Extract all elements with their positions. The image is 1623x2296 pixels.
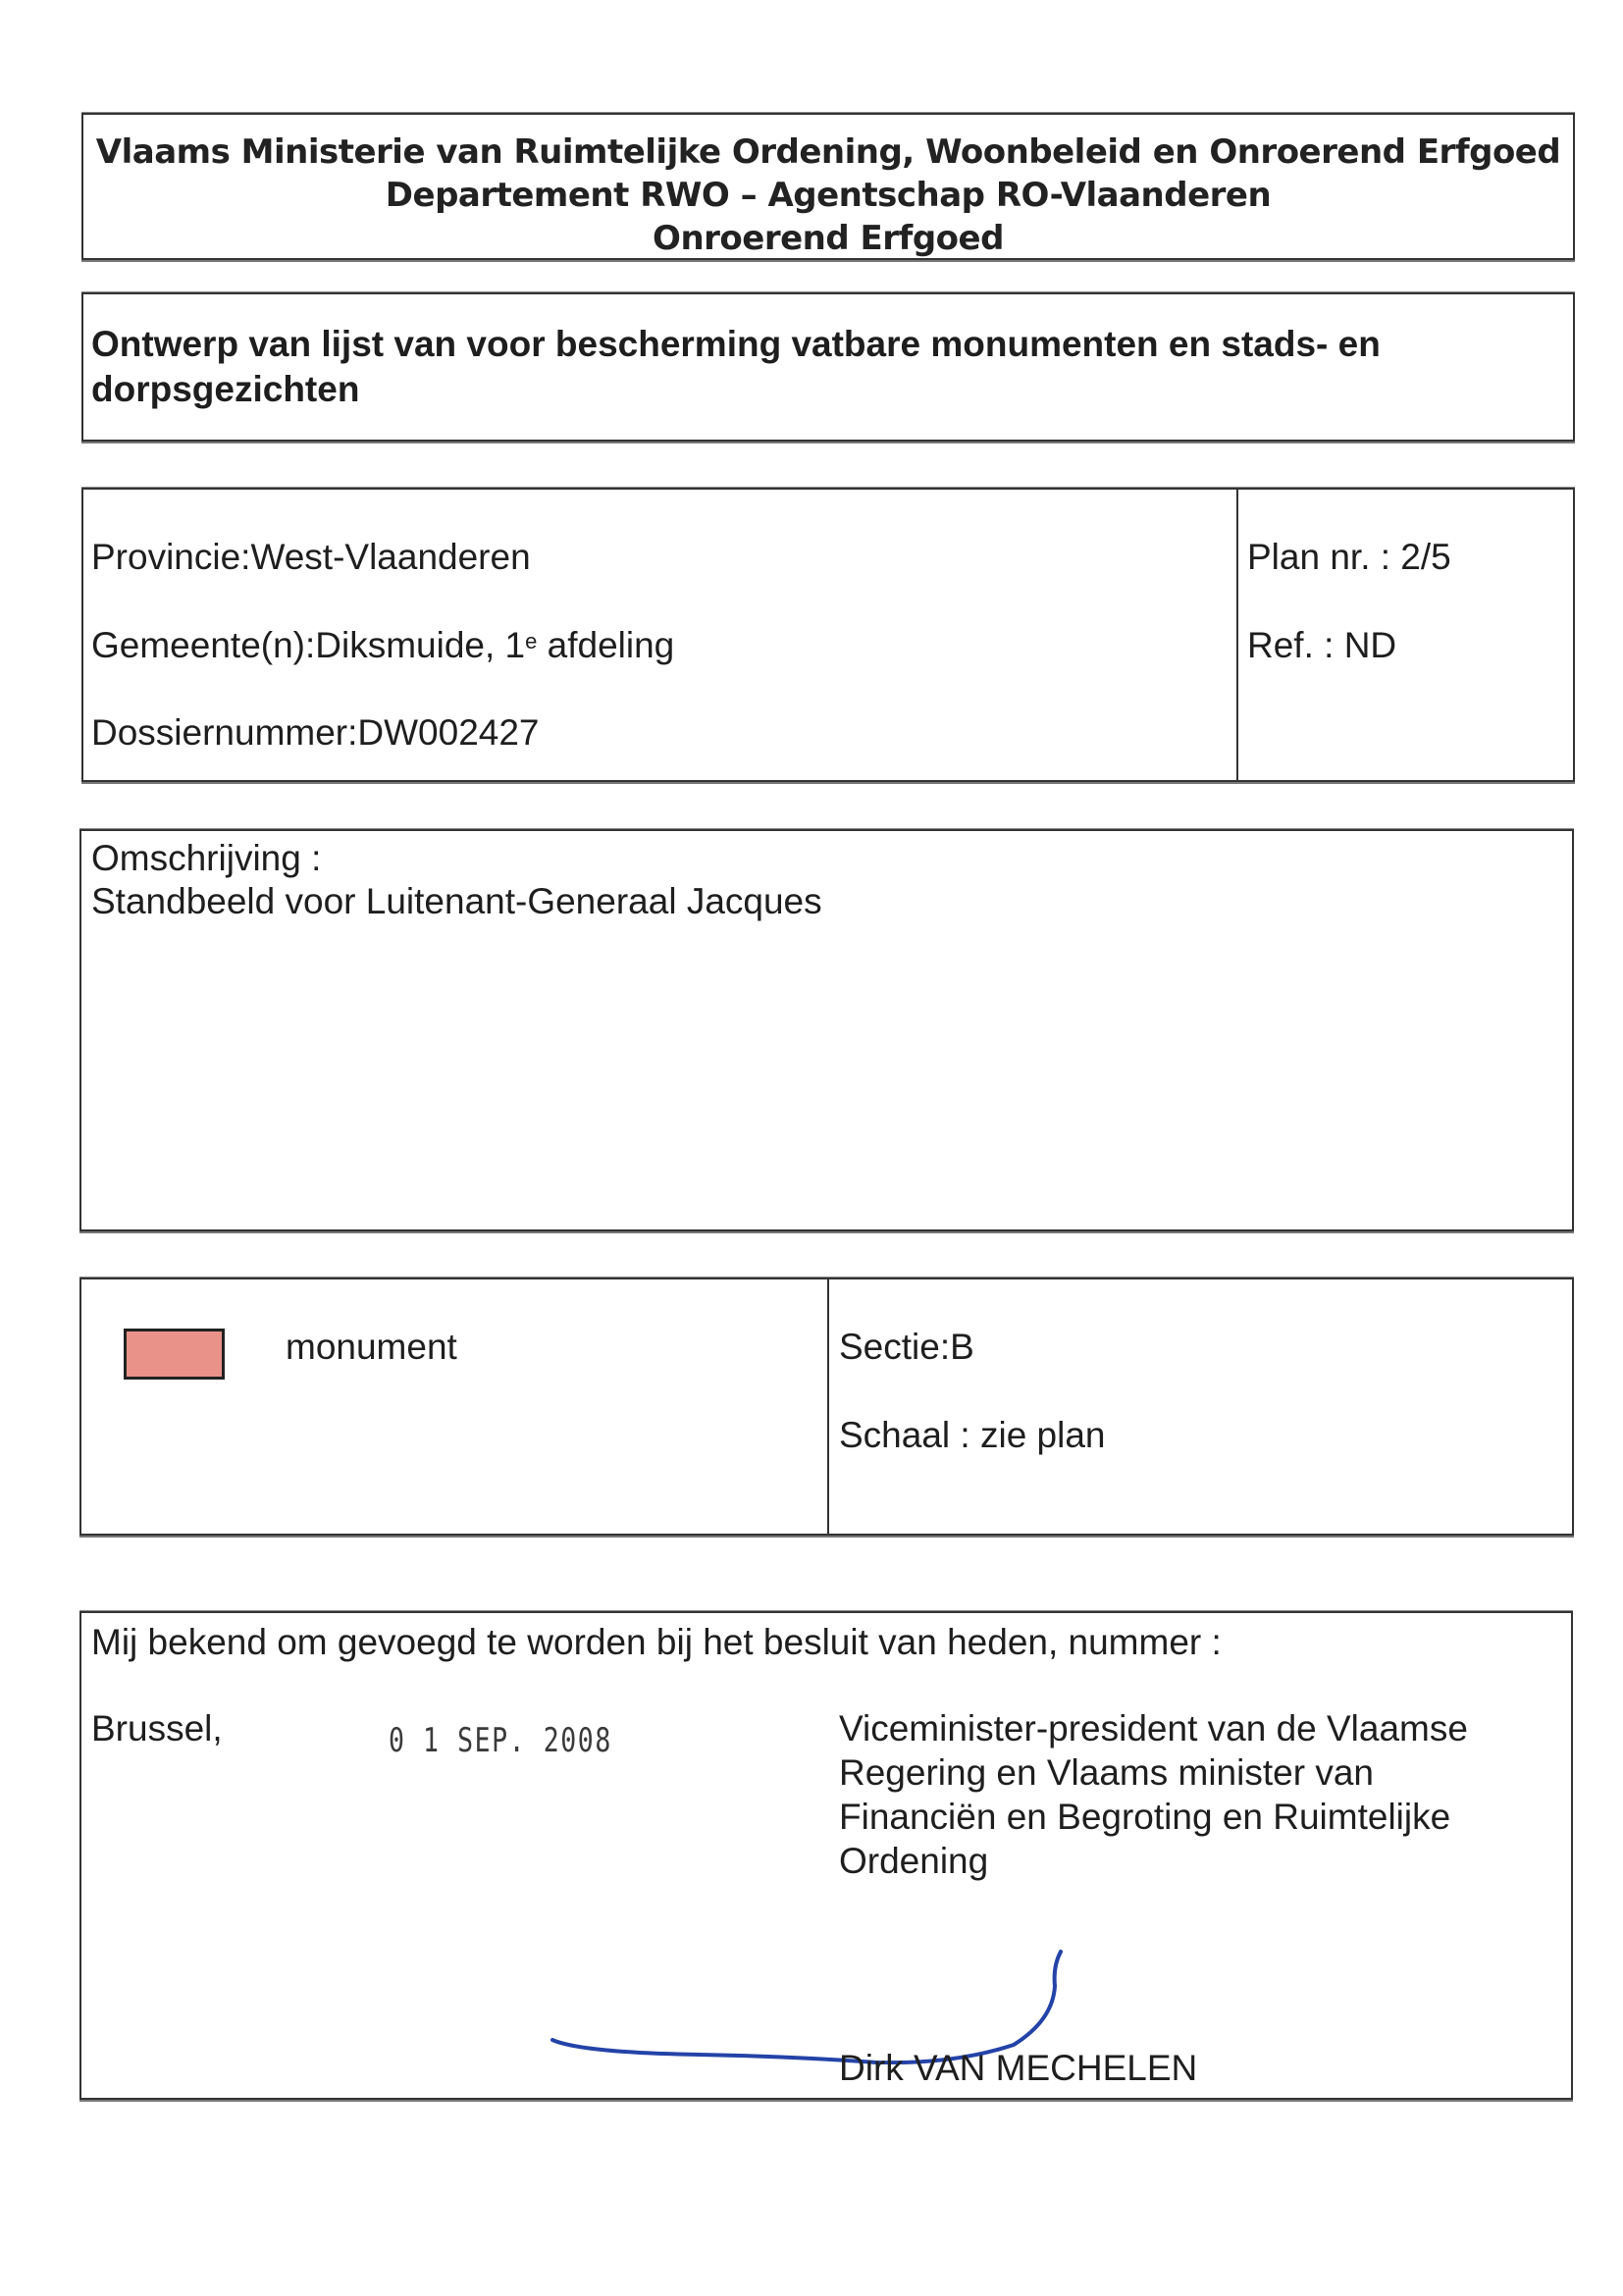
function-line-3: Financiën en Begroting en Ruimtelijke	[839, 1797, 1451, 1837]
legend-box	[79, 1278, 1574, 1536]
document-title-line-2: dorpsgezichten	[91, 369, 360, 409]
gemeente	[91, 624, 674, 667]
dossiernummer: Dossiernummer:DW002427	[91, 712, 540, 753]
signatory-name: Dirk VAN MECHELEN	[839, 2048, 1198, 2088]
monument-color-swatch	[124, 1329, 225, 1380]
legend-divider	[827, 1279, 829, 1534]
function-line-1: Viceminister-president van de Vlaamse	[839, 1708, 1468, 1748]
info-box	[81, 488, 1575, 782]
function-line-4: Ordening	[839, 1841, 989, 1881]
place: Brussel,	[91, 1708, 223, 1748]
legend-label-monument: monument	[286, 1327, 457, 1367]
gemeente-suffix: afdeling	[537, 625, 675, 665]
description-box	[79, 829, 1574, 1231]
gemeente-superscript: e	[525, 629, 538, 653]
document-title-box	[81, 292, 1575, 442]
document-title-line-1: Ontwerp van lijst van voor bescherming vatbare monumenten en stads- en	[91, 324, 1381, 364]
ministry-name: Vlaams Ministerie van Ruimtelijke Ordening, Woonbeleid en Onroerend Erfgoed	[95, 132, 1561, 172]
schaal: Schaal : zie plan	[839, 1415, 1106, 1455]
plan-number: Plan nr. : 2/5	[1247, 537, 1451, 577]
gemeente-prefix: Gemeente(n):Diksmuide, 1	[91, 625, 526, 665]
ministry-header-box	[81, 113, 1575, 260]
provincie: Provincie:West-Vlaanderen	[91, 537, 531, 577]
description-value: Standbeeld voor Luitenant-Generaal Jacques	[91, 881, 822, 921]
reference: Ref. : ND	[1247, 625, 1397, 665]
info-divider	[1236, 490, 1238, 780]
approval-box	[79, 1611, 1573, 2100]
function-line-2: Regering en Vlaams minister van	[839, 1752, 1374, 1793]
sectie: Sectie:B	[839, 1327, 974, 1367]
department-name: Departement RWO – Agentschap RO-Vlaanderen	[385, 176, 1272, 215]
description-label: Omschrijving :	[91, 838, 322, 878]
agency-name: Onroerend Erfgoed	[653, 219, 1004, 258]
date-stamp: 0 1 SEP. 2008	[389, 1721, 612, 1760]
approval-statement: Mij bekend om gevoegd te worden bij het besluit van heden, nummer :	[91, 1622, 1222, 1662]
